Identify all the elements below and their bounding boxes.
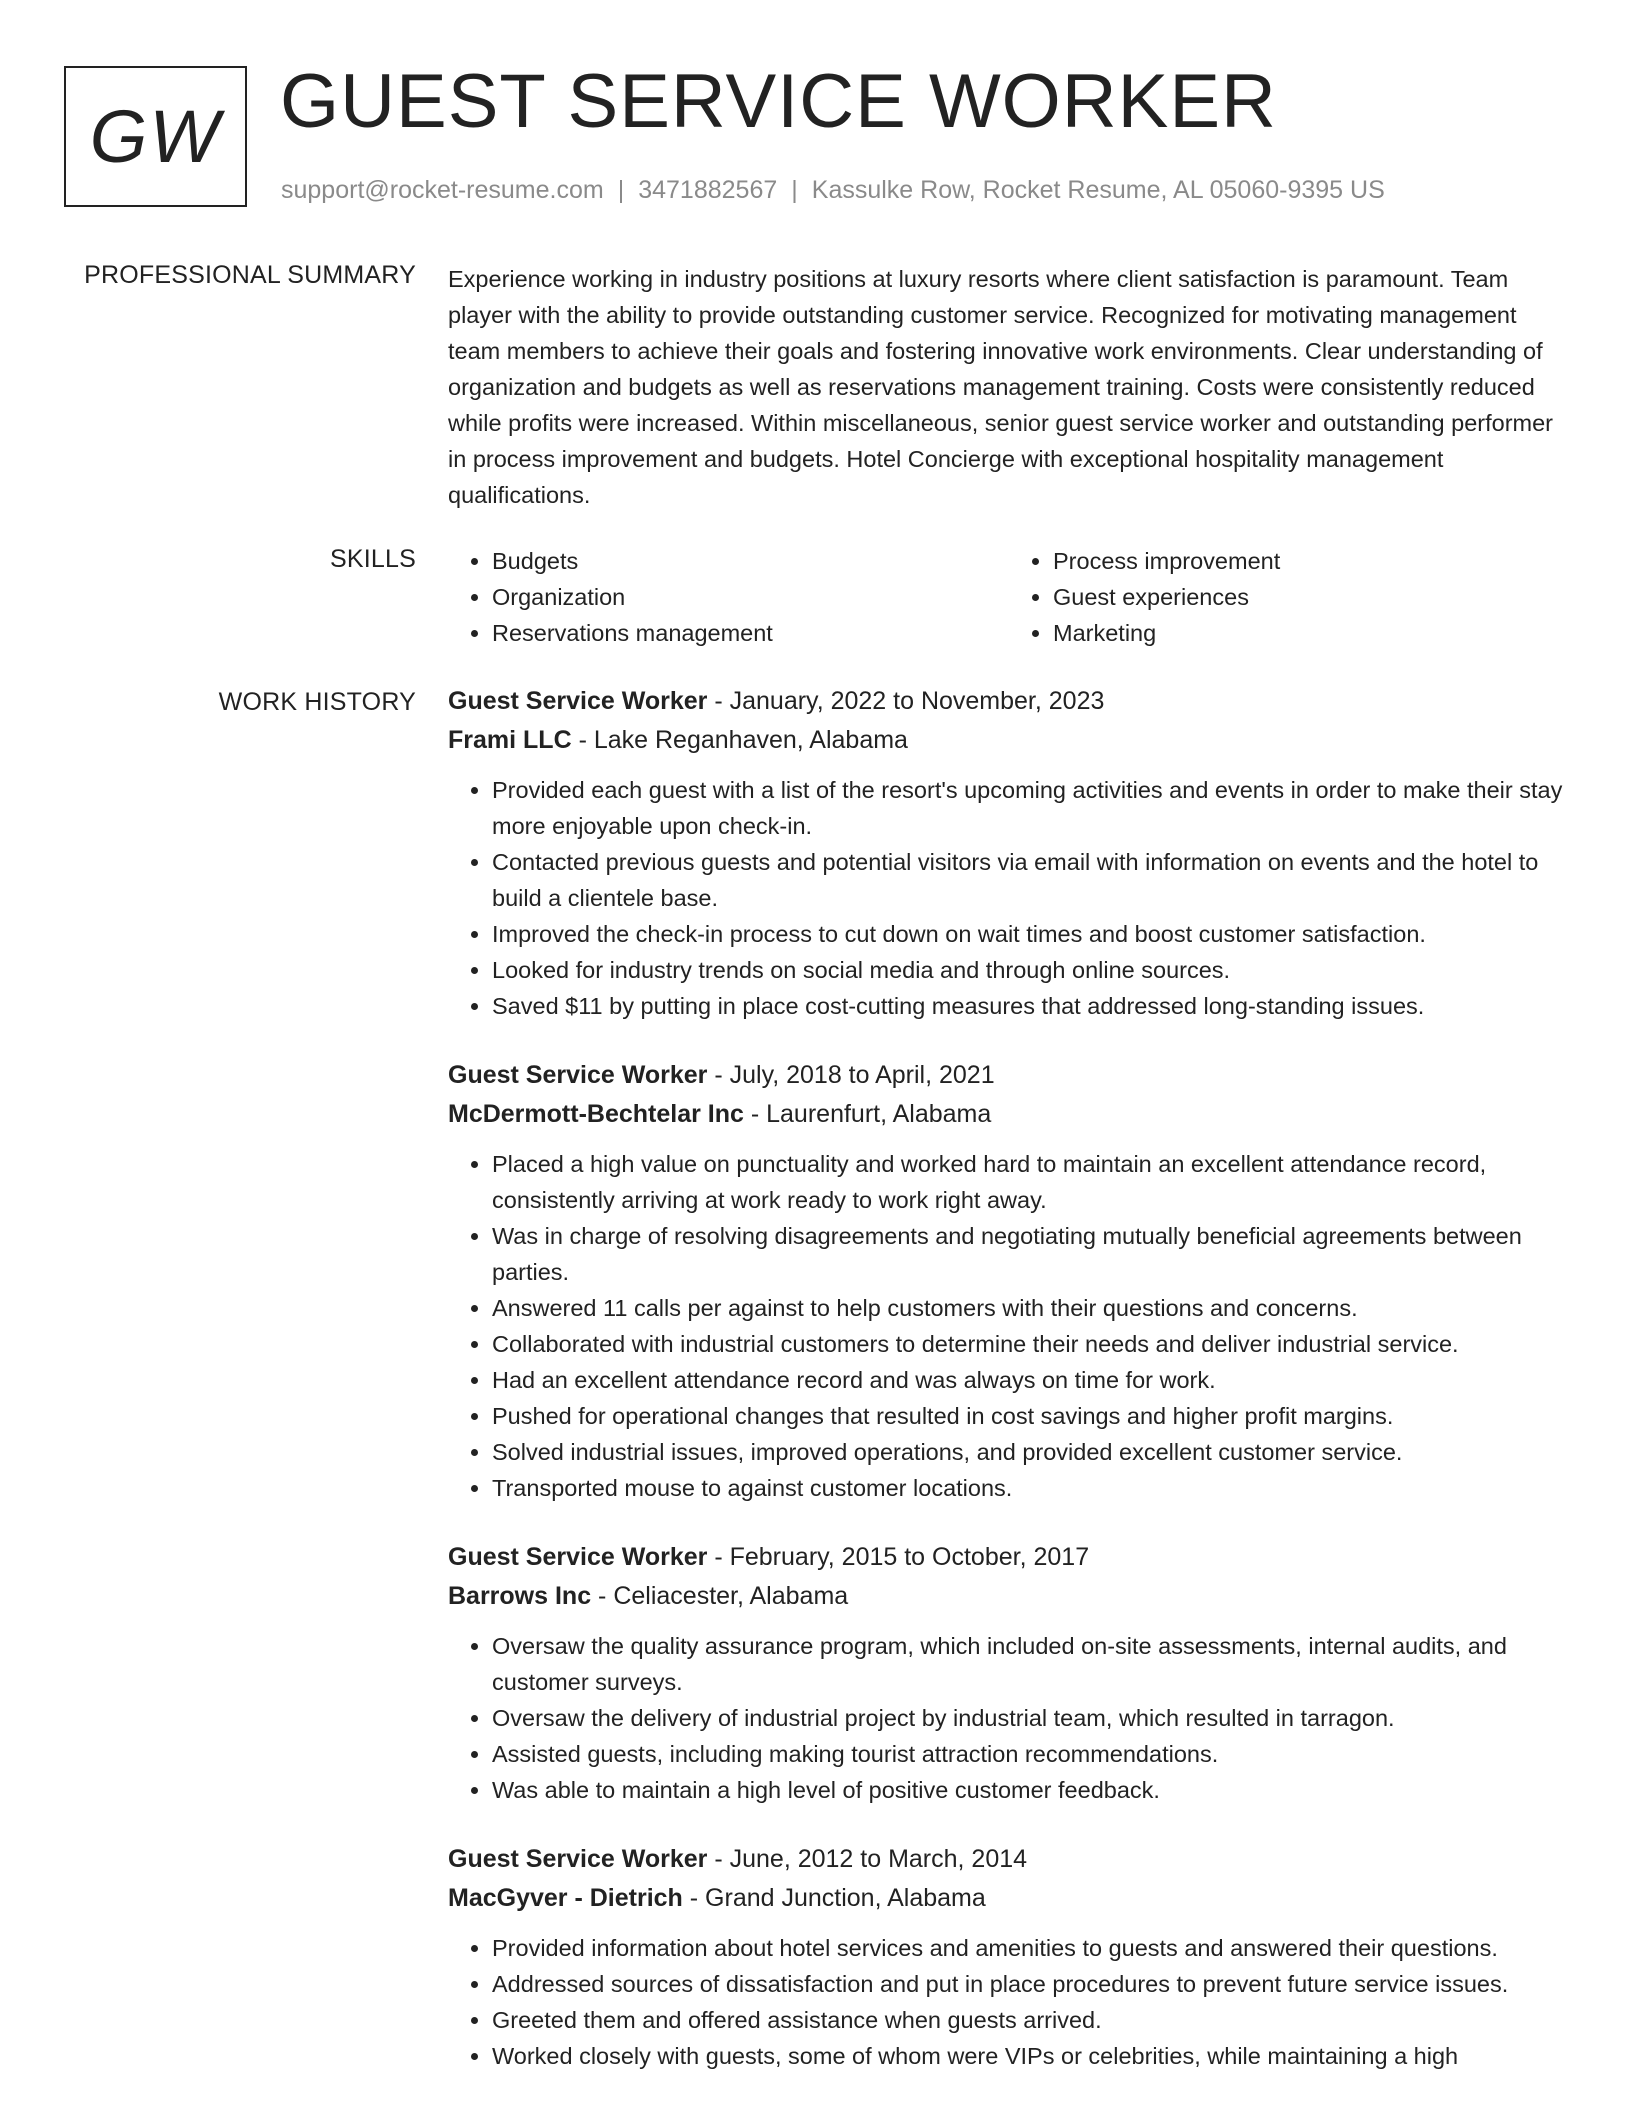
summary-text: Experience working in industry positions at luxury resorts where client satisfaction is paramount. Team player with the ability to provide outstanding customer service. Recognized for motivating management team members to achieve their goals and fostering innovative work environments. Clear understanding of organization and budgets as well as reservations management training. Costs were consistently reduced while profits were increased. Within miscellaneous, senior guest service worker and outstanding performer in process improvement and budgets. Hotel Concierge with exceptional hospitality management qualifications. (448, 266, 1554, 508)
job-location: - Lake Reganhaven, Alabama (571, 726, 908, 754)
job-dates: - July, 2018 to April, 2021 (707, 1061, 995, 1089)
job-company: MacGyver - Dietrich (448, 1884, 683, 1912)
skill-item: • Organization (492, 579, 1009, 615)
skills-column-right (1009, 543, 1570, 651)
job-bullet: • Answered 11 calls per against to help customers with their questions and concerns. (492, 1290, 1570, 1326)
job-location: - Grand Junction, Alabama (682, 1884, 986, 1912)
contact-phone: 3471882567 (638, 176, 778, 204)
work-history-heading: WORK HISTORY (218, 688, 416, 716)
job-bullet: • Assisted guests, including making tourist attraction recommendations. (492, 1736, 1570, 1772)
job-entry (448, 1538, 1570, 1808)
contact-separator: | (617, 176, 625, 204)
job-dates: - January, 2022 to November, 2023 (707, 687, 1105, 715)
job-bullet: • Improved the check-in process to cut down on wait times and boost customer satisfaction. (492, 916, 1570, 952)
job-bullets (448, 772, 1570, 1024)
job-title-line (448, 1056, 1570, 1094)
job-company-line (448, 1094, 1570, 1134)
job-title: Guest Service Worker (448, 1543, 708, 1571)
skill-item: • Reservations management (492, 615, 1009, 651)
skills-grid (448, 543, 1570, 651)
monogram-box (64, 66, 247, 207)
skill-item: • Budgets (492, 543, 1009, 579)
job-bullets (448, 1146, 1570, 1506)
job-entry (448, 1840, 1570, 2074)
job-title: Guest Service Worker (448, 1845, 708, 1873)
job-title-line (448, 1538, 1570, 1576)
job-bullet: • Transported mouse to against customer locations. (492, 1470, 1570, 1506)
job-bullet: • Contacted previous guests and potential visitors via email with information on events and the hotel to build a clientele base. (492, 844, 1570, 916)
job-company: McDermott-Bechtelar Inc (448, 1100, 744, 1128)
contact-separator: | (791, 176, 798, 204)
job-bullet: • Was able to maintain a high level of positive customer feedback. (492, 1772, 1570, 1808)
job-dates: - June, 2012 to March, 2014 (707, 1845, 1028, 1873)
job-bullet: • Was in charge of resolving disagreements and negotiating mutually beneficial agreements between parties. (492, 1218, 1570, 1290)
skills-column-left (448, 543, 1009, 651)
contact-email: support@rocket-resume.com (281, 176, 604, 204)
summary-body (448, 261, 1570, 513)
job-company: Frami LLC (448, 726, 572, 754)
job-bullets (448, 1930, 1570, 2074)
job-company: Barrows Inc (448, 1582, 592, 1610)
job-bullet: • Oversaw the delivery of industrial project by industrial team, which resulted in tarragon. (492, 1700, 1570, 1736)
job-bullet: • Looked for industry trends on social media and through online sources. (492, 952, 1570, 988)
job-entry (448, 1056, 1570, 1506)
job-location: - Celiacester, Alabama (591, 1582, 849, 1610)
resume-name: GUEST SERVICE WORKER (280, 59, 1277, 144)
job-company-line (448, 1576, 1570, 1616)
job-bullet: • Solved industrial issues, improved operations, and provided excellent customer service. (492, 1434, 1570, 1470)
contact-address: Kassulke Row, Rocket Resume, AL 05060-9395 US (811, 176, 1385, 204)
job-company-line (448, 720, 1570, 760)
job-bullet: • Pushed for operational changes that resulted in cost savings and higher profit margins. (492, 1398, 1570, 1434)
contact-line (281, 174, 1385, 206)
job-bullet: • Worked closely with guests, some of whom were VIPs or celebrities, while maintaining a high (492, 2038, 1570, 2074)
work-history-body (448, 682, 1570, 2106)
job-bullet: • Greeted them and offered assistance when guests arrived. (492, 2002, 1570, 2038)
job-bullets (448, 1628, 1570, 1808)
job-title: Guest Service Worker (448, 1061, 708, 1089)
job-bullet: • Had an excellent attendance record and was always on time for work. (492, 1362, 1570, 1398)
job-entry (448, 682, 1570, 1024)
monogram-text: GW (89, 95, 222, 178)
job-location: - Laurenfurt, Alabama (743, 1100, 992, 1128)
job-bullet: • Placed a high value on punctuality and worked hard to maintain an excellent attendance record, consistently arriving at work ready to work right away. (492, 1146, 1570, 1218)
skills-heading: SKILLS (330, 545, 416, 573)
job-bullet: • Saved $11 by putting in place cost-cutting measures that addressed long-standing issues. (492, 988, 1570, 1024)
job-bullet: • Addressed sources of dissatisfaction and put in place procedures to prevent future service issues. (492, 1966, 1570, 2002)
job-title: Guest Service Worker (448, 687, 708, 715)
skill-item: • Guest experiences (1053, 579, 1570, 615)
skill-item: • Marketing (1053, 615, 1570, 651)
job-dates: - February, 2015 to October, 2017 (707, 1543, 1090, 1571)
job-bullet: • Provided information about hotel services and amenities to guests and answered their questions. (492, 1930, 1570, 1966)
job-bullet: • Collaborated with industrial customers to determine their needs and deliver industrial service. (492, 1326, 1570, 1362)
job-company-line (448, 1878, 1570, 1918)
job-title-line (448, 1840, 1570, 1878)
job-bullet: • Oversaw the quality assurance program, which included on-site assessments, internal audits, and customer surveys. (492, 1628, 1570, 1700)
job-title-line (448, 682, 1570, 720)
skills-body (448, 543, 1570, 651)
job-bullet: • Provided each guest with a list of the resort's upcoming activities and events in order to make their stay more enjoyable upon check-in. (492, 772, 1570, 844)
skill-item: • Process improvement (1053, 543, 1570, 579)
summary-heading: PROFESSIONAL SUMMARY (84, 261, 416, 289)
